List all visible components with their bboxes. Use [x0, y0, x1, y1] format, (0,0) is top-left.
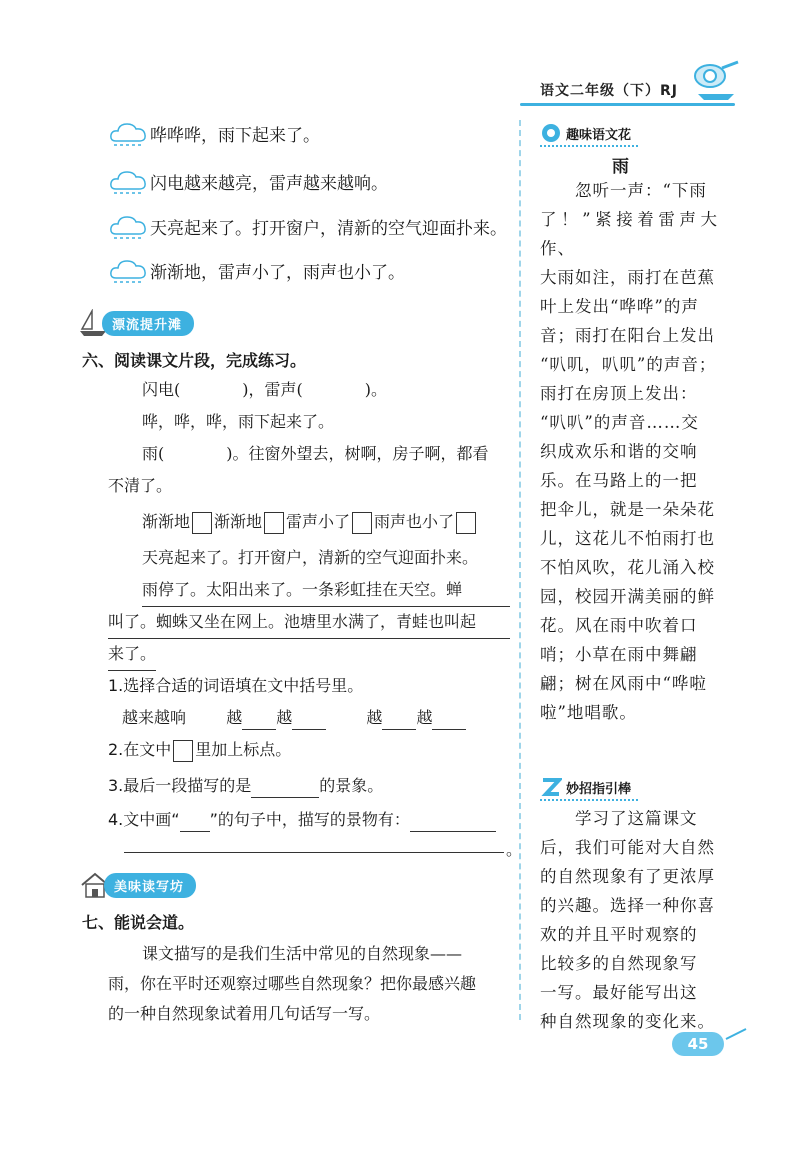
text: 4.文中画“	[108, 810, 180, 829]
article-line: 音；雨打在阳台上发出	[540, 326, 715, 345]
question-6-heading: 六、阅读课文片段，完成练习。	[82, 351, 307, 370]
option-text: 越	[276, 708, 293, 727]
cloud-icon	[108, 119, 148, 147]
passage-line-4	[142, 510, 478, 534]
article-line: 儿，这花儿不怕雨打也	[540, 529, 715, 548]
sentence-row-3	[108, 211, 507, 241]
pen-icon	[724, 1026, 748, 1045]
sentence-text: 渐渐地，雷声小了，雨声也小了。	[150, 262, 405, 283]
text: 里加上标点。	[195, 740, 292, 759]
passage-line-5: 天亮起来了。打开窗户，清新的空气迎面扑来。	[142, 548, 479, 567]
flower-icon	[540, 122, 562, 144]
q7-text-line-1: 课文描写的是我们生活中常见的自然现象——	[142, 944, 463, 963]
answer-blank[interactable]	[292, 729, 326, 730]
article-body	[540, 176, 718, 727]
header-title: 语文二年级（下）RJ	[540, 83, 678, 99]
text: )，雷声(	[242, 380, 303, 399]
question-7-heading: 七、能说会道。	[82, 913, 195, 932]
answer-line[interactable]	[124, 852, 504, 853]
tips-line: 后，我们可能对大自然	[540, 838, 715, 857]
underlined-line-1: 雨停了。太阳出来了。一条彩虹挂在天空。蝉	[142, 578, 510, 607]
text: 雨(	[142, 444, 165, 463]
sentence-text: 天亮起来了。打开窗户，清新的空气迎面扑来。	[150, 218, 507, 239]
article-line: 翩；树在风雨中“哗啦	[540, 674, 707, 693]
sentence-row-2	[108, 166, 388, 196]
article-line: “叭叭”的声音……交	[540, 413, 699, 432]
page-number: 45	[672, 1032, 724, 1056]
tips-line: 欢的并且平时观察的	[540, 925, 698, 944]
sub-question-4	[108, 808, 496, 832]
sub-question-2	[108, 738, 291, 762]
option-text: 越	[416, 708, 433, 727]
sentence-text: 哗哗哗，雨下起来了。	[150, 125, 320, 146]
cloud-icon	[108, 256, 148, 284]
text: ”的句子中，描写的景物有：	[209, 810, 410, 829]
text: 2.在文中	[108, 740, 172, 759]
text: 的景象。	[319, 776, 384, 795]
side-section-fun-chinese	[540, 122, 631, 144]
answer-blank[interactable]	[382, 729, 416, 730]
sentence-row-4	[108, 255, 405, 285]
banner-label: 美味读写坊	[104, 873, 196, 898]
word-options	[122, 706, 466, 730]
article-line: 园，校园开满美丽的鲜	[540, 587, 715, 606]
cloud-icon	[108, 167, 148, 195]
text: )。	[364, 380, 387, 399]
answer-blank[interactable]	[251, 797, 319, 798]
sentence-row-1	[108, 118, 320, 148]
wand-icon	[540, 776, 562, 798]
cloud-icon	[108, 212, 148, 240]
option-text: 越	[366, 708, 383, 727]
article-line: 忽听一声：“下雨	[540, 181, 707, 200]
article-line: 花。风在雨中吹着口	[540, 616, 698, 635]
header-underline	[520, 103, 735, 106]
article-line: 乐。在马路上的一把	[540, 471, 698, 490]
q7-text-line-3: 的一种自然现象试着用几句话写一写。	[108, 1004, 381, 1023]
text: )。往窗外望去，树啊，房子啊，都看	[226, 444, 489, 463]
text: 雨声也小了	[374, 512, 455, 531]
article-line: 大雨如注，雨打在芭蕉	[540, 268, 715, 287]
answer-blank[interactable]	[410, 831, 496, 832]
period-mark: 。	[506, 840, 523, 859]
underlined-line-3: 来了。	[108, 642, 156, 671]
tips-line: 的自然现象有了更浓厚	[540, 867, 715, 886]
text: 渐渐地	[142, 512, 191, 531]
text: 闪电(	[142, 380, 181, 399]
side-section-tips	[540, 776, 631, 798]
column-divider	[519, 120, 521, 1020]
banner-label: 漂流提升滩	[102, 311, 194, 336]
text: 3.最后一段描写的是	[108, 776, 252, 795]
section-banner-drift	[78, 310, 194, 336]
article-line: 啦”地唱歌。	[540, 703, 637, 722]
tips-line: 学习了这篇课文	[540, 809, 698, 828]
sub-question-1: 1.选择合适的词语填在文中括号里。	[108, 676, 364, 695]
tips-line: 一写。最好能写出这	[540, 983, 698, 1002]
side-label-underline	[540, 145, 638, 147]
tips-line: 比较多的自然现象写	[540, 954, 698, 973]
punctuation-box[interactable]	[264, 512, 284, 534]
q7-text-line-2: 雨，你在平时还观察过哪些自然现象？把你最感兴趣	[108, 974, 477, 993]
article-line: 不怕风吹，花儿涌入校	[540, 558, 715, 577]
punctuation-box[interactable]	[456, 512, 476, 534]
side-label: 妙招指引棒	[566, 781, 632, 797]
passage-line-1	[142, 378, 387, 402]
tips-line: 种自然现象的变化来。	[540, 1012, 715, 1031]
underlined-line-2: 叫了。蜘蛛又坐在网上。池塘里水满了，青蛙也叫起	[108, 610, 510, 639]
article-line: 哨；小草在雨中舞翩	[540, 645, 698, 664]
article-title: 雨	[612, 157, 629, 177]
punctuation-box[interactable]	[192, 512, 212, 534]
underline-sample	[180, 831, 210, 832]
passage-line-2: 哗，哗，哗，雨下起来了。	[142, 412, 335, 431]
text: 渐渐地	[214, 512, 263, 531]
sentence-text: 闪电越来越亮，雷声越来越响。	[150, 173, 388, 194]
punctuation-box[interactable]	[352, 512, 372, 534]
article-line: “叭叽，叭叽”的声音；	[540, 355, 717, 374]
passage-line-3	[142, 442, 489, 466]
tips-body	[540, 804, 718, 1036]
side-label: 趣味语文花	[566, 127, 632, 143]
answer-blank[interactable]	[242, 729, 276, 730]
side-label-underline	[540, 799, 638, 801]
telescope-logo-icon	[688, 54, 744, 106]
tips-line: 的兴趣。选择一种你喜	[540, 896, 715, 915]
sub-question-3	[108, 774, 383, 798]
article-line: 把伞儿，就是一朵朵花	[540, 500, 715, 519]
text: 雷声小了	[286, 512, 351, 531]
option-text: 越	[226, 708, 243, 727]
option-text: 越来越响	[122, 708, 187, 727]
article-line: 织成欢乐和谐的交响	[540, 442, 698, 461]
passage-line-3-cont: 不清了。	[108, 476, 173, 495]
article-line: 雨打在房顶上发出：	[540, 384, 698, 403]
section-banner-reading	[80, 872, 196, 898]
article-line: 了！”紧接着雷声大作、	[540, 210, 718, 258]
answer-blank[interactable]	[432, 729, 466, 730]
box-icon	[173, 740, 193, 762]
article-line: 叶上发出“哗哗”的声	[540, 297, 699, 316]
